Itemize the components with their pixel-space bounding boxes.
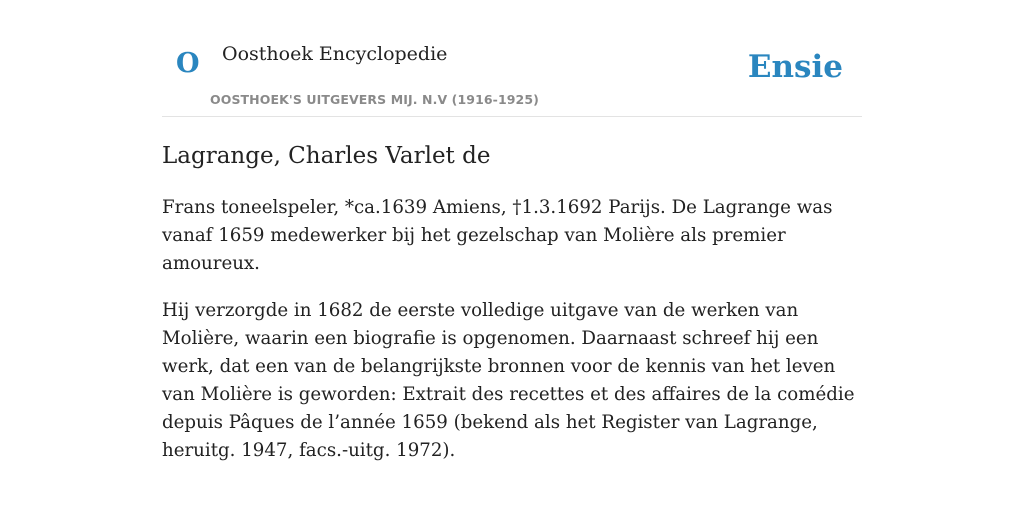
article-title: Lagrange, Charles Varlet de [162, 143, 491, 169]
encyclopedia-title[interactable]: Oosthoek Encyclopedie [222, 43, 448, 65]
publisher-label: OOSTHOEK'S UITGEVERS MIJ. N.V (1916-1925) [210, 92, 539, 107]
brand-logo[interactable]: Ensie [747, 49, 843, 85]
page [162, 0, 862, 465]
logo[interactable]: O [176, 48, 200, 79]
site-header [162, 0, 862, 117]
article-paragraph: Frans toneelspeler, *ca.1639 Amiens, †1.3.1692 Parijs. De Lagrange was vanaf 1659 medewerker bij het gezelschap van Molière als premier amoureux. [162, 196, 833, 274]
article-paragraph: Hij verzorgde in 1682 de eerste volledige uitgave van de werken van Molière, waarin een biografie is opgenomen. Daarnaast schreef hij een werk, dat een van de belangrijkste bronnen voor de kennis van het leven van Molière is geworden: Extrait des recettes et des affaires de la comédie depuis Pâques de l’année 1659 (bekend als het Register van Lagrange, heruitg. 1947, facs.-uitg. 1972). [162, 299, 855, 461]
